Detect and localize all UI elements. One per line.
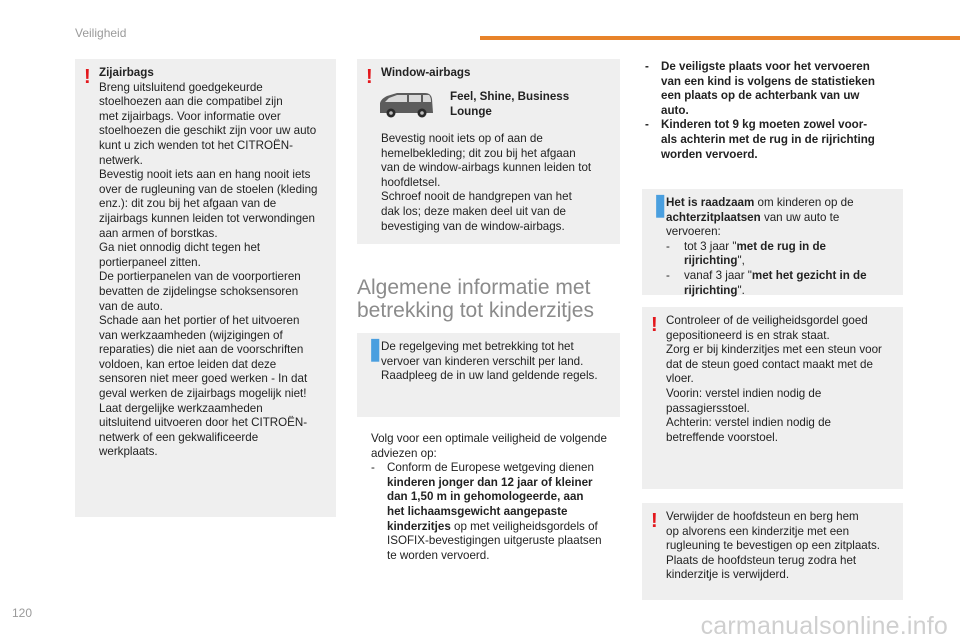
text-line: Breng uitsluitend goedgekeurde bbox=[99, 80, 263, 94]
text-line: portierpaneel zitten. bbox=[99, 255, 201, 269]
section-label: Veiligheid bbox=[75, 26, 127, 40]
list-item bbox=[371, 461, 621, 563]
info-bar-icon: ❚ bbox=[366, 336, 385, 361]
seatbelt-warning-text bbox=[666, 314, 895, 445]
text-line: op alvorens een kinderzitje met een bbox=[666, 524, 850, 538]
text-line: dak los; deze maken deel uit van de bbox=[381, 204, 566, 218]
text-line: Kinderen tot 9 kg moeten zowel voor- bbox=[661, 118, 868, 132]
text-bold: rijrichting bbox=[684, 254, 738, 268]
list-line: op met veiligheidsgordels of bbox=[450, 519, 598, 533]
text-line: Schroef nooit de handgrepen van het bbox=[381, 190, 572, 204]
text-line: Raadpleeg de in uw land geldende regels. bbox=[381, 369, 598, 383]
text-line: vervoer van kinderen verschilt per land. bbox=[381, 354, 584, 368]
text-line: van werkzaamheden (wijzigingen of bbox=[99, 328, 283, 342]
side-airbags-content bbox=[99, 66, 328, 460]
text-line: betreffende voorstoel. bbox=[666, 430, 778, 444]
window-airbags-variants bbox=[450, 89, 569, 119]
text-line: stoelhoezen aan die compatibel zijn bbox=[99, 95, 283, 109]
text-line: dat de steun goed contact maakt met de bbox=[666, 357, 873, 371]
text-line: bevatten de zijdelingse schoksensoren bbox=[99, 284, 299, 298]
list-bold-line: kinderzitjes bbox=[387, 519, 451, 533]
list-bold-line: dan 1,50 m in gehomologeerde, aan bbox=[387, 490, 584, 504]
list-dash: - bbox=[645, 118, 649, 132]
text-line: van de auto. bbox=[99, 299, 163, 313]
text-bold: met het gezicht in de bbox=[751, 268, 867, 282]
text-line: Schade aan het portier of het uitvoeren bbox=[99, 314, 300, 328]
list-item bbox=[666, 240, 895, 269]
text-line: worden vervoerd. bbox=[661, 147, 758, 161]
text-line: adviezen op: bbox=[371, 446, 437, 460]
text-line: uitsluitend uitvoeren door het CITROËN- bbox=[99, 416, 308, 430]
text: ", bbox=[737, 254, 745, 268]
list-dash: - bbox=[666, 239, 670, 253]
text-line: Lounge bbox=[450, 105, 492, 118]
window-airbags-title: Window-airbags bbox=[381, 66, 471, 79]
rear-seats-info-box bbox=[642, 189, 903, 295]
text-line: gepositioneerd is en strak staat. bbox=[666, 328, 830, 342]
van-icon bbox=[377, 91, 435, 119]
window-airbags-text bbox=[381, 132, 591, 234]
text: vervoeren: bbox=[666, 225, 721, 239]
text-line: een plaats op de achterbank van uw bbox=[661, 89, 860, 103]
page-number: 120 bbox=[12, 606, 33, 620]
list-item bbox=[645, 118, 905, 162]
regulations-text bbox=[381, 340, 612, 384]
text-line: De regelgeving met betrekking tot het bbox=[381, 340, 574, 353]
seatbelt-warning-box bbox=[642, 307, 903, 489]
text-line: kunt u zich wenden tot het CITROËN- bbox=[99, 138, 293, 152]
text-line: zijairbags kunnen leiden tot verwondingen bbox=[99, 211, 315, 225]
text-line: Controleer of de veiligheidsgordel goed bbox=[666, 314, 868, 327]
text-line: Bevestig nooit iets aan en hang nooit iets bbox=[99, 168, 311, 182]
child-seats-heading bbox=[357, 276, 594, 322]
text: vanaf 3 jaar " bbox=[684, 268, 752, 282]
headrest-warning-text bbox=[666, 510, 895, 583]
text-line: van een kind is volgens de statistieken bbox=[661, 74, 875, 88]
list-bold-line: kinderen jonger dan 12 jaar of kleiner bbox=[387, 475, 593, 489]
text-line: auto. bbox=[661, 103, 689, 117]
warning-exclamation-icon: ! bbox=[84, 66, 91, 88]
text-line: Achterin: verstel indien nodig de bbox=[666, 416, 831, 430]
text-line: werkplaats. bbox=[99, 445, 158, 459]
list-line: te worden vervoerd. bbox=[387, 548, 490, 562]
text-line: passagiersstoel. bbox=[666, 401, 750, 415]
list-bold-line: het lichaamsgewicht aangepaste bbox=[387, 504, 568, 518]
text-line: bevestiging van de window-airbags. bbox=[381, 219, 565, 233]
text-line: hoofdletsel. bbox=[381, 175, 441, 189]
text-line: als achterin met de rug in de rijrichting bbox=[661, 132, 875, 146]
list-item bbox=[666, 269, 895, 298]
text-line: van de window-airbags kunnen leiden tot bbox=[381, 161, 592, 175]
text-line: aan armen of borstkas. bbox=[99, 226, 218, 240]
text-line: met zijairbags. Voor informatie over bbox=[99, 109, 281, 123]
window-airbags-title-wrap bbox=[381, 66, 612, 81]
list-dash: - bbox=[666, 268, 670, 282]
text-line: voldoen, kan ertoe leiden dat deze bbox=[99, 357, 277, 371]
text-line: Bevestig nooit iets op of aan de bbox=[381, 132, 543, 145]
text-line: Feel, Shine, Business bbox=[450, 90, 570, 103]
text-line: Volg voor een optimale veiligheid de volgende bbox=[371, 432, 607, 445]
warning-exclamation-icon: ! bbox=[651, 314, 658, 336]
text-line: De portierpanelen van de voorportieren bbox=[99, 270, 301, 284]
text-line: over de rugleuning van de stoelen (kleding bbox=[99, 182, 318, 196]
text: ". bbox=[737, 283, 745, 297]
text-line: netwerk. bbox=[99, 153, 143, 167]
text-line: netwerk of een gekwalificeerde bbox=[99, 430, 259, 444]
list-line: ISOFIX-bevestigingen uitgeruste plaatsen bbox=[387, 534, 602, 548]
text: om kinderen op de bbox=[754, 196, 854, 209]
text-line: sensoren niet meer goed werken - In dat bbox=[99, 372, 308, 386]
rear-seats-text bbox=[666, 196, 895, 298]
text-line: enz.): dit zou bij het afgaan van de bbox=[99, 197, 277, 211]
window-airbags-warning-box bbox=[357, 59, 620, 244]
text-line: Zorg er bij kinderzitjes met een steun voor bbox=[666, 343, 882, 357]
text-line: kinderzitje is verwijderd. bbox=[666, 568, 790, 582]
text-line: Laat dergelijke werkzaamheden bbox=[99, 401, 263, 415]
text-line: geval werken de zijairbags mogelijk niet! bbox=[99, 387, 307, 401]
text: van uw auto te bbox=[760, 210, 840, 224]
advice-intro bbox=[371, 432, 621, 461]
side-airbags-title: Zijairbags bbox=[99, 66, 154, 79]
list-item bbox=[645, 60, 905, 118]
section-accent-bar bbox=[480, 36, 960, 40]
info-bar-icon: ❚ bbox=[651, 192, 670, 217]
side-airbags-text bbox=[99, 81, 328, 460]
text-line: De veiligste plaats voor het vervoeren bbox=[661, 60, 870, 73]
text-line: Algemene informatie met bbox=[357, 276, 591, 299]
list-lines bbox=[661, 118, 905, 162]
child-safety-advice bbox=[371, 432, 621, 563]
list-line: Conform de Europese wetgeving dienen bbox=[387, 461, 594, 475]
text-line: betrekking tot kinderzitjes bbox=[357, 299, 594, 322]
list-dash: - bbox=[645, 60, 649, 73]
text-bold: met de rug in de bbox=[736, 239, 826, 253]
warning-exclamation-icon: ! bbox=[651, 510, 658, 532]
list-dash: - bbox=[371, 461, 375, 475]
text-line: Voorin: verstel indien nodig de bbox=[666, 386, 822, 400]
regulations-info-box bbox=[357, 333, 620, 417]
text-line: Plaats de hoofdsteun terug zodra het bbox=[666, 553, 857, 567]
text-line: stoelhoezen die geschikt zijn voor uw auto bbox=[99, 124, 317, 138]
text-bold: rijrichting bbox=[684, 283, 738, 297]
text-line: reparaties) die niet aan de voorschriften bbox=[99, 343, 304, 357]
text-line: rugleuning te bevestigen op een zitplaats. bbox=[666, 539, 880, 553]
headrest-warning-box bbox=[642, 503, 903, 600]
safest-seat-list bbox=[645, 60, 905, 162]
text: tot 3 jaar " bbox=[684, 239, 737, 253]
text-line: hemelbekleding; dit zou bij het afgaan bbox=[381, 146, 576, 160]
text-bold: Het is raadzaam bbox=[666, 196, 755, 209]
side-airbags-warning-box bbox=[75, 59, 336, 517]
warning-exclamation-icon: ! bbox=[366, 66, 373, 88]
text-bold: achterzitplaatsen bbox=[666, 210, 761, 224]
text-line: vloer. bbox=[666, 372, 694, 386]
list-lines bbox=[661, 60, 905, 118]
watermark: carmanualsonline.info bbox=[700, 612, 948, 640]
text-line: Verwijder de hoofdsteun en berg hem bbox=[666, 510, 859, 523]
text-line: Ga niet onnodig dicht tegen het bbox=[99, 241, 261, 255]
